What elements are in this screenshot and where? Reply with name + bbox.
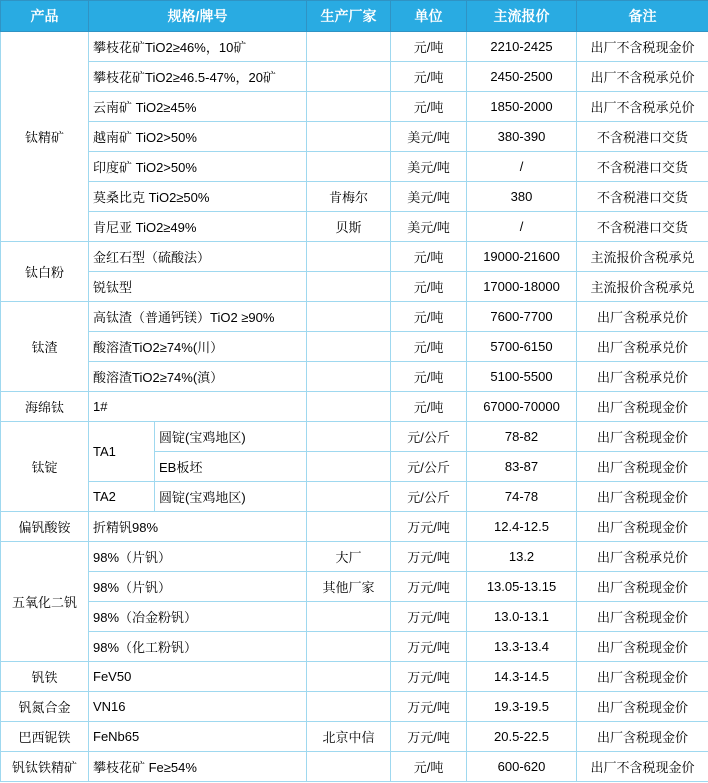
remark-cell: 出厂含税现金价 <box>577 392 708 422</box>
table-row <box>1 92 708 122</box>
unit-cell: 元/吨 <box>391 302 467 332</box>
table-row <box>1 632 708 662</box>
grade-cell: TA1 <box>89 422 155 482</box>
remark-cell: 不含税港口交货 <box>577 182 708 212</box>
unit-cell: 元/吨 <box>391 92 467 122</box>
remark-cell: 出厂含税现金价 <box>577 632 708 662</box>
price-cell: 600-620 <box>467 752 577 782</box>
price-cell: 83-87 <box>467 452 577 482</box>
manufacturer-cell <box>307 392 391 422</box>
unit-cell: 万元/吨 <box>391 602 467 632</box>
product-cell: 钒钛铁精矿 <box>1 752 89 782</box>
remark-cell: 出厂含税承兑价 <box>577 332 708 362</box>
product-cell: 海绵钛 <box>1 392 89 422</box>
unit-cell: 元/公斤 <box>391 422 467 452</box>
spec-cell: 98%（冶金粉钒） <box>89 602 307 632</box>
price-cell: 7600-7700 <box>467 302 577 332</box>
price-cell: 67000-70000 <box>467 392 577 422</box>
manufacturer-cell <box>307 752 391 782</box>
unit-cell: 万元/吨 <box>391 632 467 662</box>
manufacturer-cell: 贝斯 <box>307 212 391 242</box>
table-row <box>1 752 708 782</box>
unit-cell: 元/吨 <box>391 362 467 392</box>
price-cell: 380-390 <box>467 122 577 152</box>
price-cell: 78-82 <box>467 422 577 452</box>
price-cell: 5100-5500 <box>467 362 577 392</box>
table-row <box>1 692 708 722</box>
spec-cell: 攀枝花矿 Fe≥54% <box>89 752 307 782</box>
table-row <box>1 602 708 632</box>
manufacturer-cell <box>307 692 391 722</box>
spec-cell: 圆锭(宝鸡地区) <box>155 422 307 452</box>
spec-cell: FeNb65 <box>89 722 307 752</box>
spec-cell: 98%（片钒） <box>89 542 307 572</box>
spec-cell: 越南矿 TiO2>50% <box>89 122 307 152</box>
price-cell: 17000-18000 <box>467 272 577 302</box>
manufacturer-cell <box>307 332 391 362</box>
manufacturer-cell <box>307 512 391 542</box>
table-row <box>1 62 708 92</box>
unit-cell: 元/吨 <box>391 332 467 362</box>
table-row <box>1 392 708 422</box>
spec-cell: 锐钛型 <box>89 272 307 302</box>
remark-cell: 不含税港口交货 <box>577 212 708 242</box>
spec-cell: 印度矿 TiO2>50% <box>89 152 307 182</box>
price-cell: 20.5-22.5 <box>467 722 577 752</box>
remark-cell: 出厂含税现金价 <box>577 722 708 752</box>
price-cell: 19.3-19.5 <box>467 692 577 722</box>
unit-cell: 万元/吨 <box>391 572 467 602</box>
spec-cell: 折精钒98% <box>89 512 307 542</box>
price-cell: 13.0-13.1 <box>467 602 577 632</box>
remark-cell: 出厂含税承兑价 <box>577 302 708 332</box>
spec-cell: FeV50 <box>89 662 307 692</box>
spec-cell: 酸溶渣TiO2≥74%(滇） <box>89 362 307 392</box>
spec-cell: 高钛渣（普通钙镁）TiO2 ≥90% <box>89 302 307 332</box>
manufacturer-cell <box>307 242 391 272</box>
table-row <box>1 332 708 362</box>
unit-cell: 万元/吨 <box>391 512 467 542</box>
remark-cell: 不含税港口交货 <box>577 122 708 152</box>
remark-cell: 主流报价含税承兑 <box>577 272 708 302</box>
price-cell: / <box>467 212 577 242</box>
remark-cell: 出厂不含税承兑价 <box>577 62 708 92</box>
manufacturer-cell: 其他厂家 <box>307 572 391 602</box>
table-row <box>1 182 708 212</box>
table-row <box>1 122 708 152</box>
manufacturer-cell <box>307 122 391 152</box>
spec-cell: 金红石型（硫酸法） <box>89 242 307 272</box>
price-cell: / <box>467 152 577 182</box>
product-cell: 钒氮合金 <box>1 692 89 722</box>
remark-cell: 出厂含税现金价 <box>577 422 708 452</box>
spec-cell: 攀枝花矿TiO2≥46.5-47%，20矿 <box>89 62 307 92</box>
table-row <box>1 212 708 242</box>
spec-cell: 圆锭(宝鸡地区) <box>155 482 307 512</box>
spec-cell: VN16 <box>89 692 307 722</box>
spec-cell: 莫桑比克 TiO2≥50% <box>89 182 307 212</box>
manufacturer-cell <box>307 272 391 302</box>
manufacturer-cell <box>307 92 391 122</box>
product-cell: 巴西铌铁 <box>1 722 89 752</box>
table-row <box>1 542 708 572</box>
manufacturer-cell <box>307 662 391 692</box>
table-row <box>1 32 708 62</box>
manufacturer-cell <box>307 302 391 332</box>
unit-cell: 元/公斤 <box>391 482 467 512</box>
product-cell: 钛精矿 <box>1 32 89 242</box>
table-row <box>1 722 708 752</box>
remark-cell: 出厂不含税现金价 <box>577 32 708 62</box>
grade-cell: TA2 <box>89 482 155 512</box>
table-row <box>1 272 708 302</box>
spec-cell: 攀枝花矿TiO2≥46%，10矿 <box>89 32 307 62</box>
price-cell: 380 <box>467 182 577 212</box>
product-cell: 钛渣 <box>1 302 89 392</box>
price-cell: 14.3-14.5 <box>467 662 577 692</box>
table-body <box>1 32 708 782</box>
spec-cell: 98%（片钒） <box>89 572 307 602</box>
manufacturer-cell: 肯梅尔 <box>307 182 391 212</box>
price-cell: 5700-6150 <box>467 332 577 362</box>
price-cell: 19000-21600 <box>467 242 577 272</box>
price-cell: 2450-2500 <box>467 62 577 92</box>
remark-cell: 出厂含税现金价 <box>577 572 708 602</box>
product-cell: 钛白粉 <box>1 242 89 302</box>
unit-cell: 元/吨 <box>391 752 467 782</box>
table-row <box>1 662 708 692</box>
table-header-row <box>1 1 708 32</box>
manufacturer-cell <box>307 152 391 182</box>
price-cell: 13.3-13.4 <box>467 632 577 662</box>
price-cell: 13.05-13.15 <box>467 572 577 602</box>
table-row <box>1 512 708 542</box>
manufacturer-cell <box>307 422 391 452</box>
column-header-product: 产品 <box>1 1 89 32</box>
remark-cell: 出厂含税现金价 <box>577 482 708 512</box>
spec-cell: 酸溶渣TiO2≥74%(川） <box>89 332 307 362</box>
unit-cell: 美元/吨 <box>391 152 467 182</box>
unit-cell: 万元/吨 <box>391 542 467 572</box>
manufacturer-cell <box>307 482 391 512</box>
remark-cell: 出厂不含税承兑价 <box>577 92 708 122</box>
price-cell: 2210-2425 <box>467 32 577 62</box>
spec-cell: 1# <box>89 392 307 422</box>
unit-cell: 元/吨 <box>391 242 467 272</box>
product-cell: 钛锭 <box>1 422 89 512</box>
manufacturer-cell <box>307 602 391 632</box>
table-header <box>1 1 708 32</box>
price-cell: 74-78 <box>467 482 577 512</box>
unit-cell: 美元/吨 <box>391 212 467 242</box>
manufacturer-cell <box>307 32 391 62</box>
manufacturer-cell <box>307 452 391 482</box>
remark-cell: 不含税港口交货 <box>577 152 708 182</box>
unit-cell: 元/吨 <box>391 32 467 62</box>
unit-cell: 美元/吨 <box>391 182 467 212</box>
manufacturer-cell: 北京中信 <box>307 722 391 752</box>
price-cell: 13.2 <box>467 542 577 572</box>
product-cell: 五氧化二钒 <box>1 542 89 662</box>
column-header-price: 主流报价 <box>467 1 577 32</box>
manufacturer-cell <box>307 632 391 662</box>
table-row <box>1 242 708 272</box>
unit-cell: 元/吨 <box>391 62 467 92</box>
manufacturer-cell <box>307 62 391 92</box>
remark-cell: 出厂含税承兑价 <box>577 362 708 392</box>
remark-cell: 出厂不含税现金价 <box>577 752 708 782</box>
unit-cell: 元/吨 <box>391 392 467 422</box>
table-row <box>1 362 708 392</box>
spec-cell: 肯尼亚 TiO2≥49% <box>89 212 307 242</box>
price-cell: 1850-2000 <box>467 92 577 122</box>
spec-cell: 98%（化工粉钒） <box>89 632 307 662</box>
table-row <box>1 572 708 602</box>
column-header-unit: 单位 <box>391 1 467 32</box>
unit-cell: 元/公斤 <box>391 452 467 482</box>
remark-cell: 出厂含税现金价 <box>577 692 708 722</box>
price-cell: 12.4-12.5 <box>467 512 577 542</box>
table-row <box>1 152 708 182</box>
remark-cell: 出厂含税现金价 <box>577 452 708 482</box>
unit-cell: 万元/吨 <box>391 722 467 752</box>
remark-cell: 出厂含税现金价 <box>577 662 708 692</box>
product-cell: 钒铁 <box>1 662 89 692</box>
remark-cell: 出厂含税现金价 <box>577 512 708 542</box>
remark-cell: 出厂含税现金价 <box>577 602 708 632</box>
table-row <box>1 422 708 452</box>
manufacturer-cell <box>307 362 391 392</box>
unit-cell: 万元/吨 <box>391 692 467 722</box>
spec-cell: EB板坯 <box>155 452 307 482</box>
spec-cell: 云南矿 TiO2≥45% <box>89 92 307 122</box>
unit-cell: 万元/吨 <box>391 662 467 692</box>
product-cell: 偏钒酸铵 <box>1 512 89 542</box>
table-row <box>1 302 708 332</box>
column-header-remark: 备注 <box>577 1 708 32</box>
unit-cell: 元/吨 <box>391 272 467 302</box>
column-header-manufacturer: 生产厂家 <box>307 1 391 32</box>
unit-cell: 美元/吨 <box>391 122 467 152</box>
remark-cell: 主流报价含税承兑 <box>577 242 708 272</box>
table-row <box>1 482 708 512</box>
manufacturer-cell: 大厂 <box>307 542 391 572</box>
remark-cell: 出厂含税承兑价 <box>577 542 708 572</box>
column-header-spec: 规格/牌号 <box>89 1 307 32</box>
